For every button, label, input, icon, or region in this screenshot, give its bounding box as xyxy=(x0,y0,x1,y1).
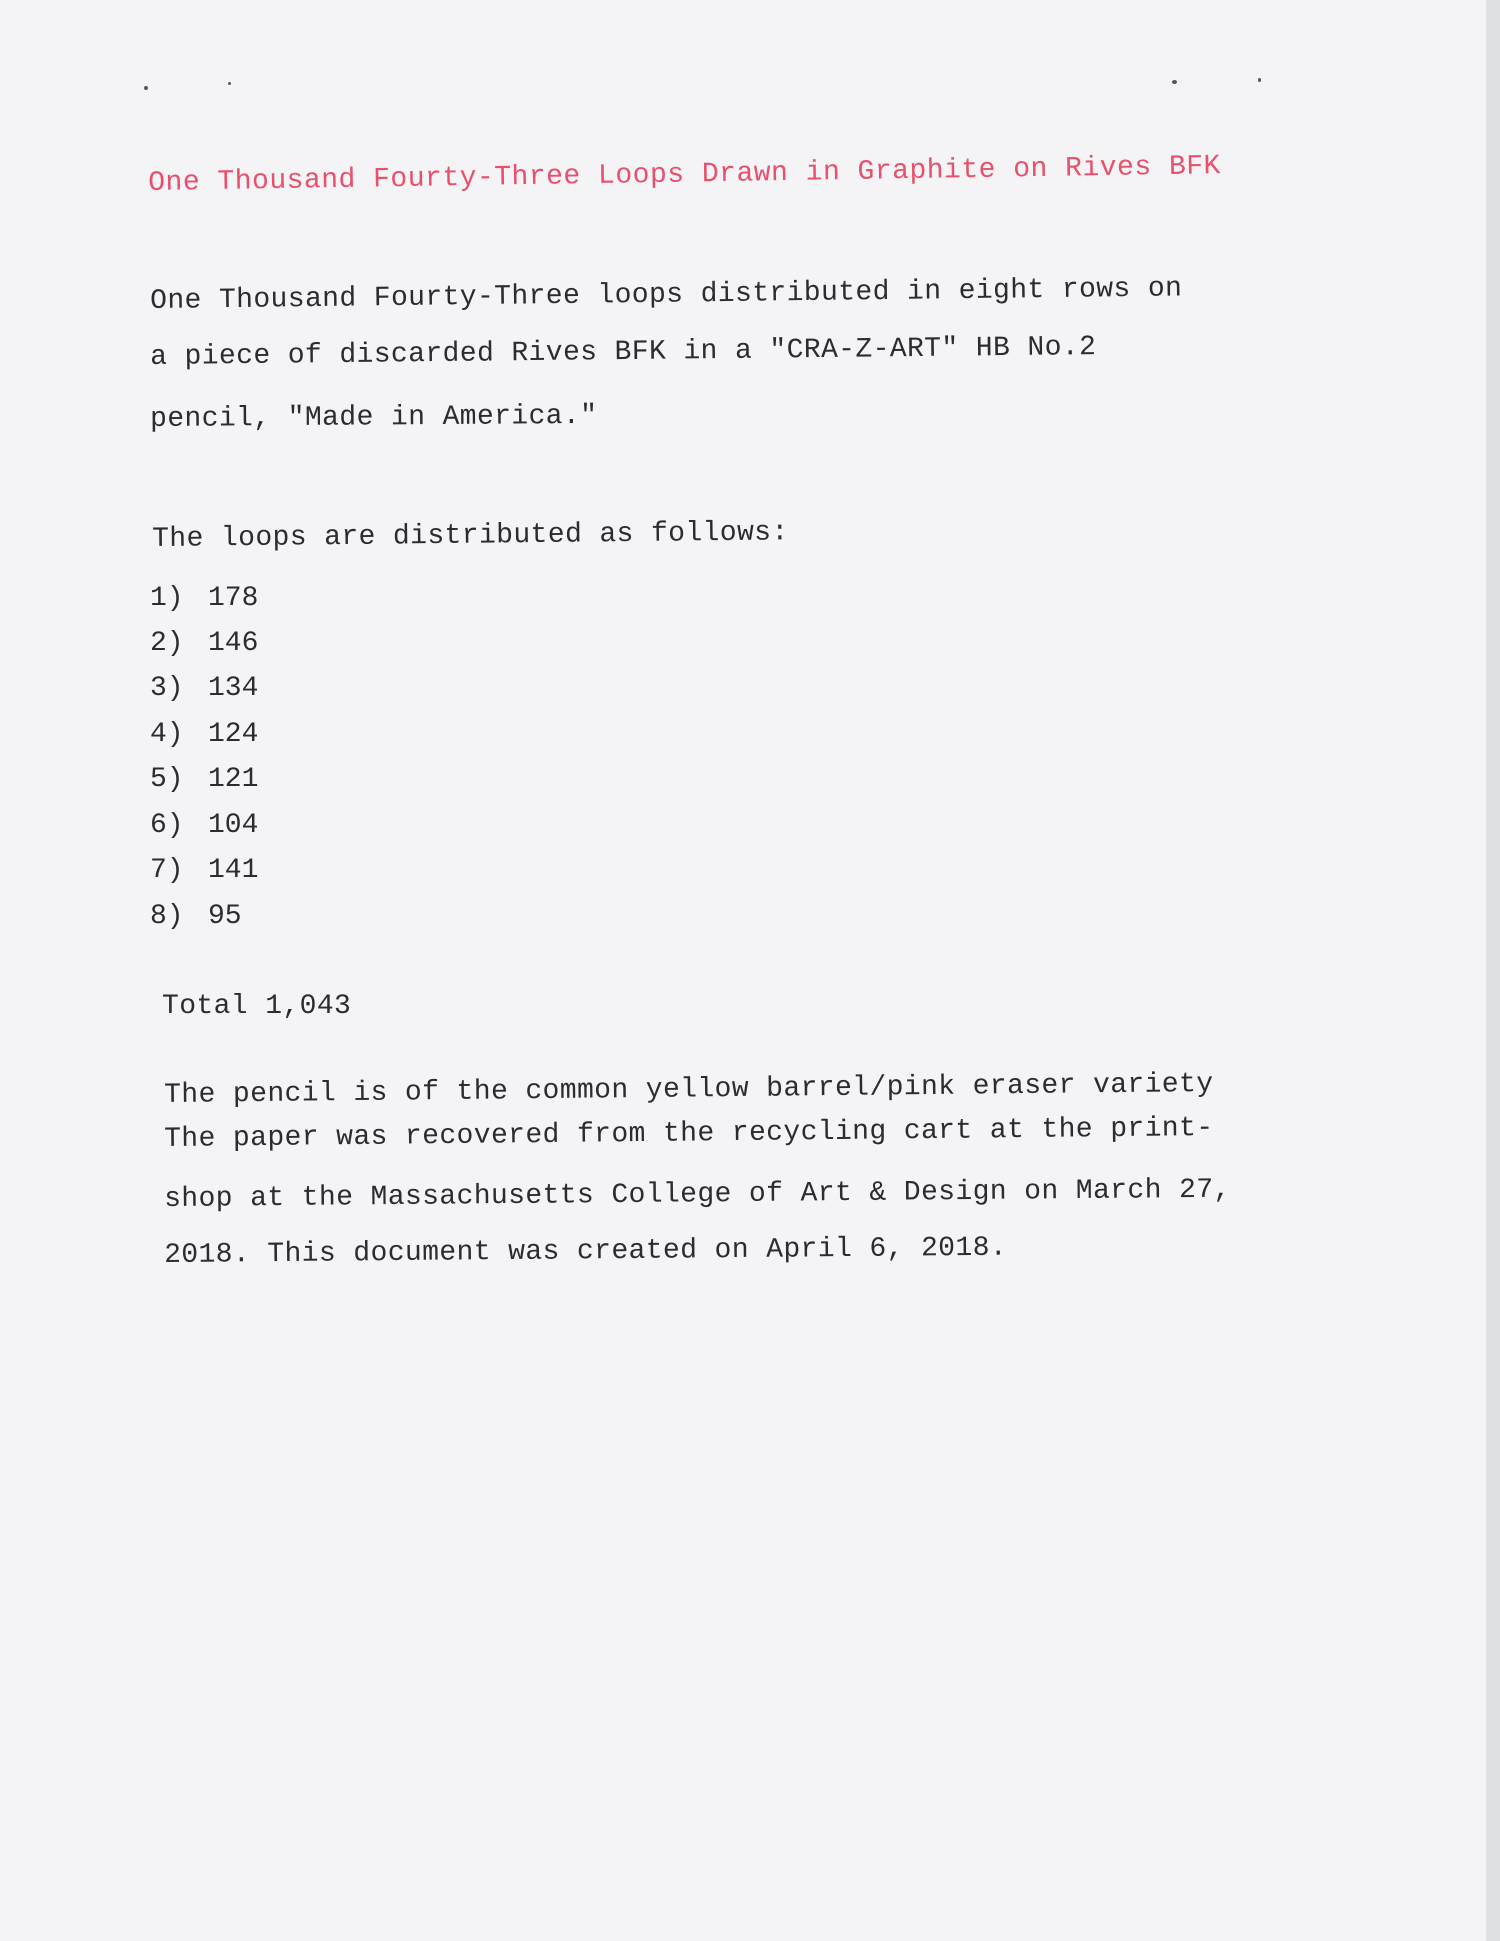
row-count: 134 xyxy=(208,673,259,704)
distribution-heading: The loops are distributed as follows: xyxy=(152,517,789,555)
intro-line-2: a piece of discarded Rives BFK in a "CRA-Z-ART" HB No.2 xyxy=(150,332,1097,373)
list-item xyxy=(150,764,258,795)
paper-speck xyxy=(144,86,148,90)
row-index: 8) xyxy=(150,901,184,932)
row-index: 5) xyxy=(150,764,184,795)
paper-speck xyxy=(1258,78,1261,82)
closing-line-2: The paper was recovered from the recycling cart at the print- xyxy=(164,1113,1214,1155)
list-item xyxy=(150,901,242,932)
row-count: 104 xyxy=(208,810,259,841)
list-item xyxy=(150,673,258,704)
row-count: 141 xyxy=(208,855,259,886)
list-item xyxy=(150,719,258,750)
intro-line-1: One Thousand Fourty-Three loops distributed in eight rows on xyxy=(150,273,1183,317)
row-index: 4) xyxy=(150,719,184,750)
closing-line-4: 2018. This document was created on April 6, 2018. xyxy=(164,1232,1008,1271)
row-count: 124 xyxy=(208,719,259,750)
row-index: 1) xyxy=(150,583,184,614)
closing-line-3: shop at the Massachusetts College of Art & Design on March 27, xyxy=(164,1174,1231,1215)
intro-line-3: pencil, "Made in America." xyxy=(150,400,598,435)
row-index: 3) xyxy=(150,673,184,704)
list-item xyxy=(150,628,258,659)
paper-speck xyxy=(1172,80,1177,84)
row-index: 7) xyxy=(150,855,184,886)
row-index: 6) xyxy=(150,810,184,841)
row-index: 2) xyxy=(150,628,184,659)
row-count: 146 xyxy=(208,628,259,659)
row-count: 95 xyxy=(208,901,242,932)
document-title: One Thousand Fourty-Three Loops Drawn in Graphite on Rives BFK xyxy=(148,151,1222,199)
closing-line-1: The pencil is of the common yellow barrel/pink eraser variety xyxy=(164,1069,1214,1111)
row-count: 178 xyxy=(208,583,259,614)
total-line: Total 1,043 xyxy=(162,991,352,1022)
list-item xyxy=(150,810,258,841)
list-item xyxy=(150,855,258,886)
list-item xyxy=(150,583,258,614)
row-count: 121 xyxy=(208,764,259,795)
paper-speck xyxy=(228,82,231,85)
